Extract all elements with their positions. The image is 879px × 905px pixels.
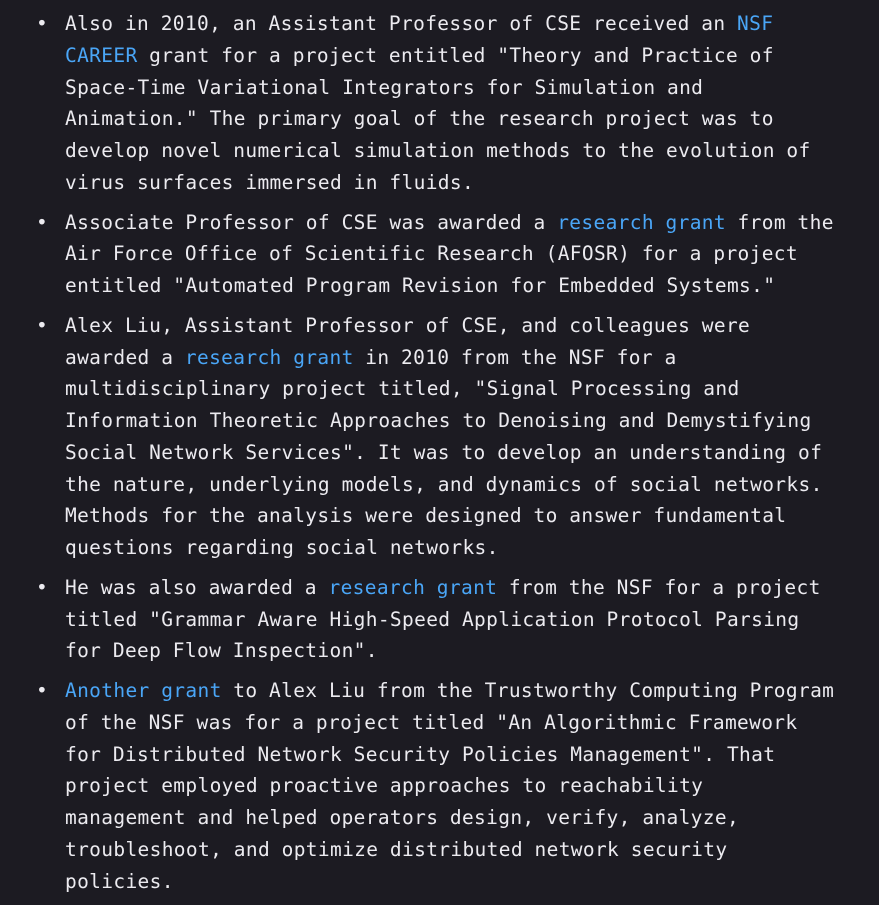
list-item — [0, 8, 835, 199]
item-text-before: He was also awarded a — [65, 575, 329, 599]
item-text-after: from the Air Force Office of Scientific Research (AFOSR) for a project entitled "Automated Program Revision for Embedded Systems." — [65, 210, 834, 297]
bullet-icon: • — [36, 210, 49, 234]
item-text-after: from the NSF for a project titled "Grammar Aware High-Speed Application Protocol Parsing for Deep Flow Inspection". — [65, 575, 821, 663]
bullet-icon: • — [36, 12, 49, 35]
bullet-icon: • — [36, 679, 49, 702]
item-text-before: Also in 2010, an Assistant Professor of CSE received an — [65, 12, 738, 35]
research-grant-link[interactable]: research grant — [328, 575, 498, 599]
grant-list — [0, 8, 879, 897]
item-text-after: grant for a project entitled "Theory and Practice of Space-Time Variational Integrators for Simulation and Animation." The primary goal of the research project was to develop novel numerical simulation methods to the evolution of virus surfaces immersed in fluids. — [65, 43, 811, 194]
item-text-before: Alex Liu, Assistant Professor of CSE, and colleagues were awarded a — [65, 313, 751, 369]
bullet-icon: • — [36, 313, 49, 337]
list-item — [0, 675, 835, 897]
item-text-after: in 2010 from the NSF for a multidisciplinary project titled, "Signal Processing and Information Theoretic Approaches to Denoising and Demystifying Social Network Services". It was to develop an understanding of the nature, underlying models, and dynamics of social networks. Methods for the analysis were designed to answer fundamental questions regarding social networks. — [65, 345, 823, 559]
research-grant-link[interactable]: research grant — [557, 210, 726, 234]
item-text-before: Associate Professor of CSE was awarded a — [65, 210, 558, 234]
list-item — [0, 572, 835, 667]
list-item — [0, 310, 835, 564]
nsf-career-link[interactable]: NSF CAREER — [65, 12, 774, 67]
bullet-icon: • — [36, 575, 49, 599]
another-grant-link[interactable]: Another grant — [65, 679, 222, 702]
research-grant-link[interactable]: research grant — [184, 345, 354, 369]
list-item — [0, 207, 835, 302]
document-body — [0, 8, 879, 905]
item-text-after: to Alex Liu from the Trustworthy Computing Program of the NSF was for a project titled "An Algorithmic Framework for Distributed Network Security Policies Management". That project employed proactive approaches to reachability management and helped operators design, verify, analyze, troubleshoot, and optimize distributed network security policies. — [65, 679, 835, 893]
